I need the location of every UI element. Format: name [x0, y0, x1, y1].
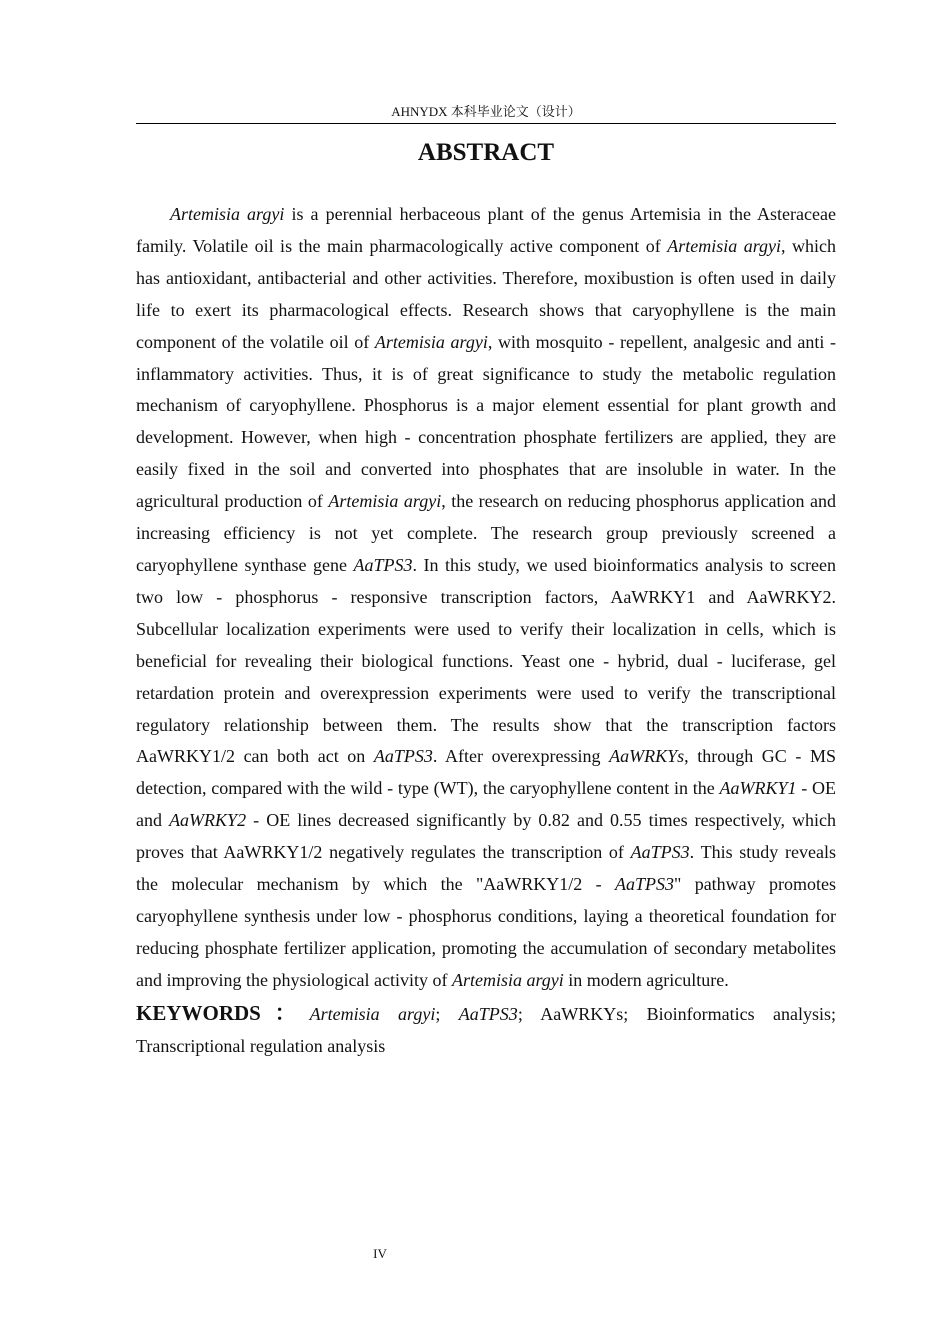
header-rule [136, 123, 836, 124]
abstract-text: in modern agriculture. [563, 969, 729, 990]
keywords-label: KEYWORDS： [136, 1000, 310, 1025]
gene-name: AaTPS3 [353, 554, 413, 575]
species-name: Artemisia argyi [451, 969, 564, 990]
abstract-text: - OE and [136, 778, 836, 831]
page-number: IV [373, 1246, 387, 1261]
abstract-text: . After overexpressing [432, 746, 610, 767]
abstract-text: . In this study, we used bioinformatics analysis to screen two low - phosphorus - responsive transcription factors, AaWRKY1 and AaWRKY2. Subcellular localization experiments were used to verify their localization in cells, which is beneficial for revealing their biological functions. Yeast one - hybrid, dual - luciferase, gel retardation protein and overexpression experiments were used to verify the transcriptional regulatory relationship between them. The results show that the transcription factors AaWRKY1/2 can both act on [136, 554, 836, 767]
running-header: AHNYDX 本科毕业论文（设计） [391, 104, 581, 119]
species-name: Artemisia argyi [667, 235, 782, 256]
species-name: Artemisia argyi [328, 491, 442, 512]
abstract-text: , through GC - MS detection, compared with the wild - type (WT), the caryophyllene content in the [136, 746, 836, 799]
abstract-body [136, 199, 836, 1062]
keyword-list: ; AaWRKYs; Bioinformatics analysis; Transcriptional regulation analysis [136, 1003, 836, 1056]
keywords-line [136, 997, 836, 1062]
keyword-separator: ; [435, 1003, 459, 1024]
gene-name: AaWRKYs [609, 746, 685, 767]
gene-name: AaWRKY2 [169, 810, 247, 831]
gene-name: AaTPS3 [373, 746, 433, 767]
abstract-title: ABSTRACT [417, 139, 555, 166]
abstract-text: " pathway promotes caryophyllene synthesis under low - phosphorus conditions, laying a theoretical foundation for reducing phosphate fertilizer application, promoting the accumulation of secondary metabolites and improving the physiological activity of [136, 874, 837, 990]
species-name: Artemisia argyi [374, 331, 488, 352]
abstract-text: , which has antioxidant, antibacterial and other activities. Therefore, moxibustion is often used in daily life to exert its pharmacological effects. Research shows that caryophyllene is the main component of the volatile oil of [136, 235, 836, 352]
abstract-text: is a perennial herbaceous plant of the genus Artemisia in the Asteraceae family. Volatile oil is the main pharmacologically active component of [136, 204, 836, 256]
keyword: Artemisia argyi [309, 1003, 436, 1024]
abstract-paragraph [136, 199, 836, 997]
abstract-text: - OE lines decreased significantly by 0.82 and 0.55 times respectively, which proves that AaWRKY1/2 negatively regulates the transcription of [136, 810, 836, 863]
abstract-text: , the research on reducing phosphorus application and increasing efficiency is not yet complete. The research group previously screened a caryophyllene synthase gene [136, 491, 836, 575]
gene-name: AaTPS3 [614, 874, 674, 895]
species-name: Artemisia argyi [170, 204, 285, 224]
abstract-text: . This study reveals the molecular mechanism by which the "AaWRKY1/2 - [136, 842, 836, 895]
abstract-text: , with mosquito - repellent, analgesic and anti - inflammatory activities. Thus, it is of great significance to study the metabolic regulation mechanism of caryophyllene. Phosphorus is a major element essential for plant growth and development. However, when high - concentration phosphate fertilizers are applied, they are easily fixed in the soil and converted into phosphates that are insoluble in water. In the agricultural production of [136, 331, 836, 512]
gene-name: AaWRKY1 [719, 778, 797, 799]
gene-name: AaTPS3 [630, 842, 690, 863]
keyword: AaTPS3 [458, 1003, 518, 1024]
